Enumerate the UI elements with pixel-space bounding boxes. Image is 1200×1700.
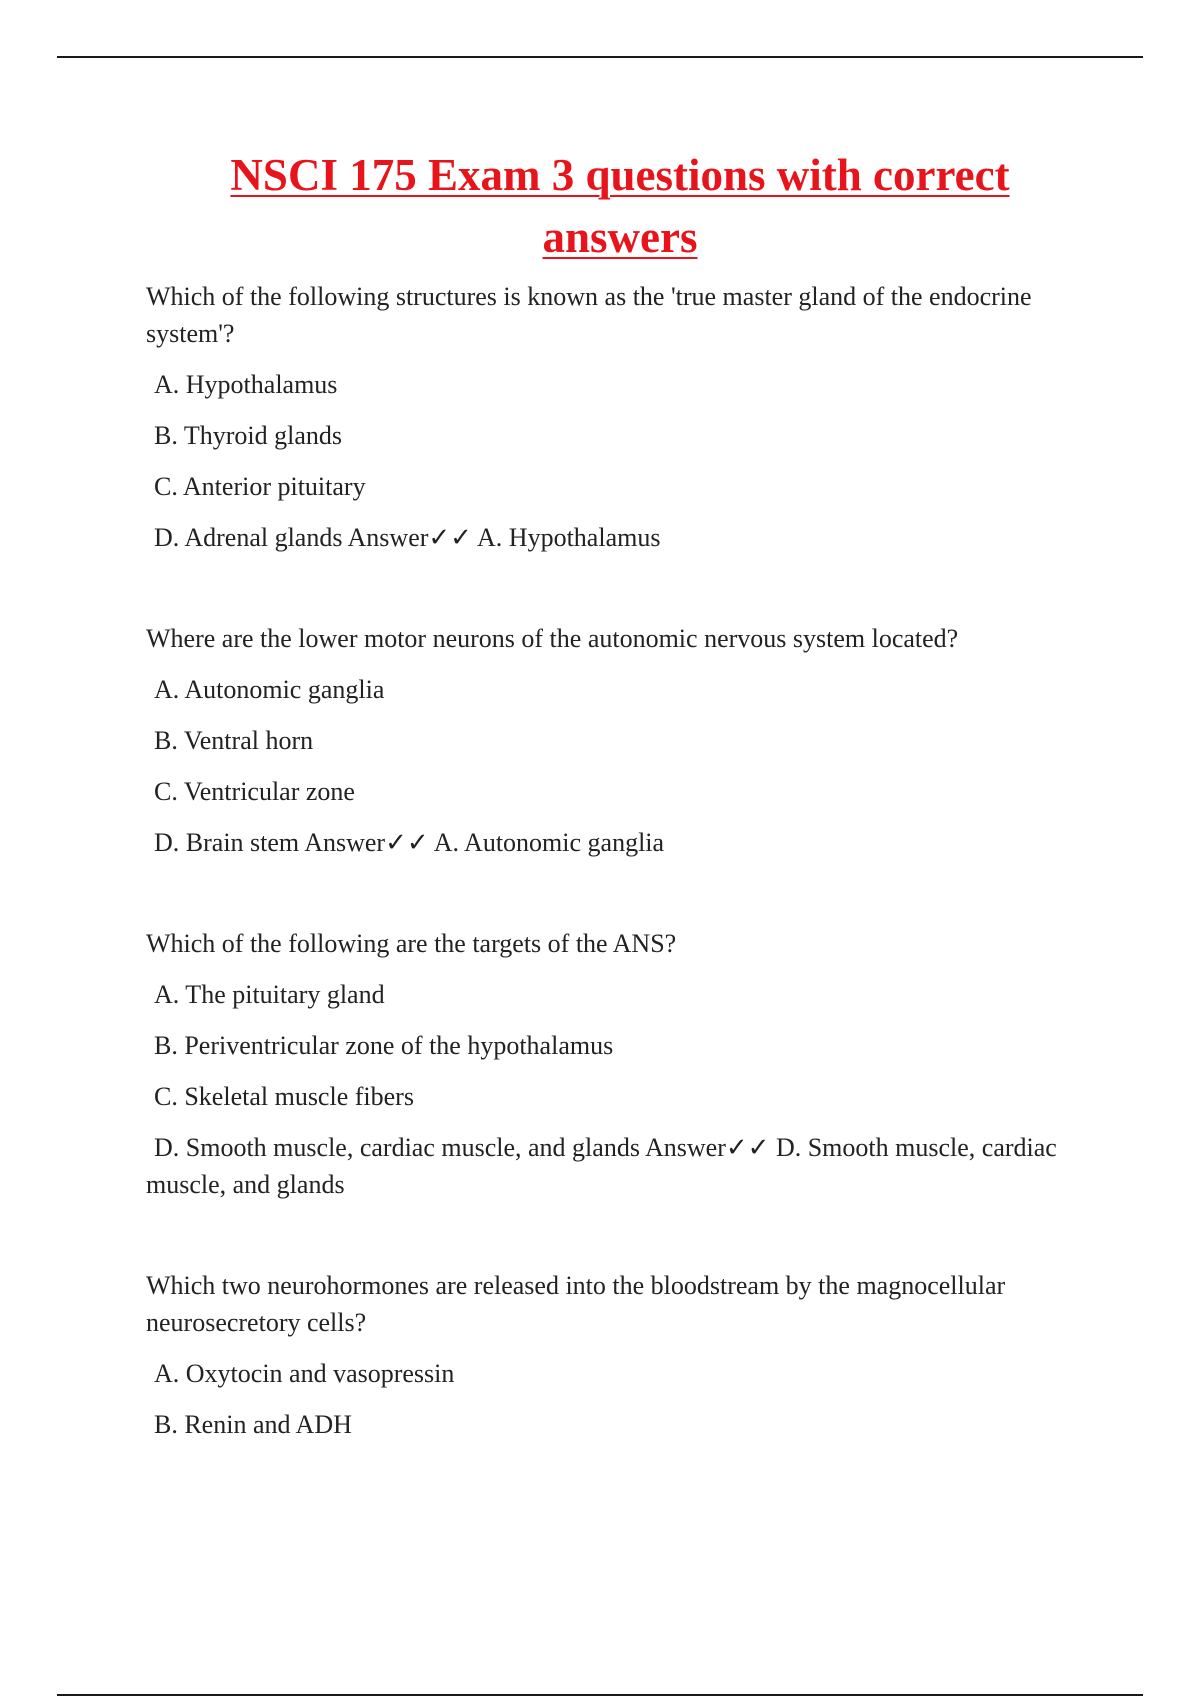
answer-option: B. Ventral horn [154,726,314,755]
answer-option-with-answer: D. Smooth muscle, cardiac muscle, and glands Answer✓✓ D. Smooth muscle, cardiac muscle, and glands [146,1133,1057,1199]
answer-option: C. Ventricular zone [154,777,355,806]
answer-option: A. The pituitary gland [154,980,385,1009]
answer-option: A. Hypothalamus [154,370,338,399]
answer-option: B. Periventricular zone of the hypothalamus [154,1031,614,1060]
answer-option: C. Anterior pituitary [154,472,366,501]
question-stem: Which of the following are the targets of the ANS? [146,929,677,958]
question-4 [146,1267,1106,1443]
top-rule [57,56,1143,58]
question-1 [146,278,1106,556]
question-stem: Which two neurohormones are released into the bloodstream by the magnocellular neurosecretory cells? [146,1271,1006,1337]
answer-option: A. Autonomic ganglia [154,675,385,704]
answer-option: B. Thyroid glands [154,421,343,450]
answer-option: B. Renin and ADH [154,1410,352,1439]
document-title: NSCI 175 Exam 3 questions with correct answers [230,150,1010,262]
question-2 [146,620,1106,861]
question-list [146,278,1106,1507]
bottom-rule [57,1694,1143,1696]
answer-option-with-answer: D. Brain stem Answer✓✓ A. Autonomic ganglia [154,828,665,857]
answer-option: C. Skeletal muscle fibers [154,1082,414,1111]
question-stem: Where are the lower motor neurons of the autonomic nervous system located? [146,624,959,653]
answer-option-with-answer: D. Adrenal glands Answer✓✓ A. Hypothalamus [154,523,661,552]
answer-option: A. Oxytocin and vasopressin [154,1359,455,1388]
question-stem: Which of the following structures is known as the 'true master gland of the endocrine system'? [146,282,1032,348]
question-3 [146,925,1106,1203]
